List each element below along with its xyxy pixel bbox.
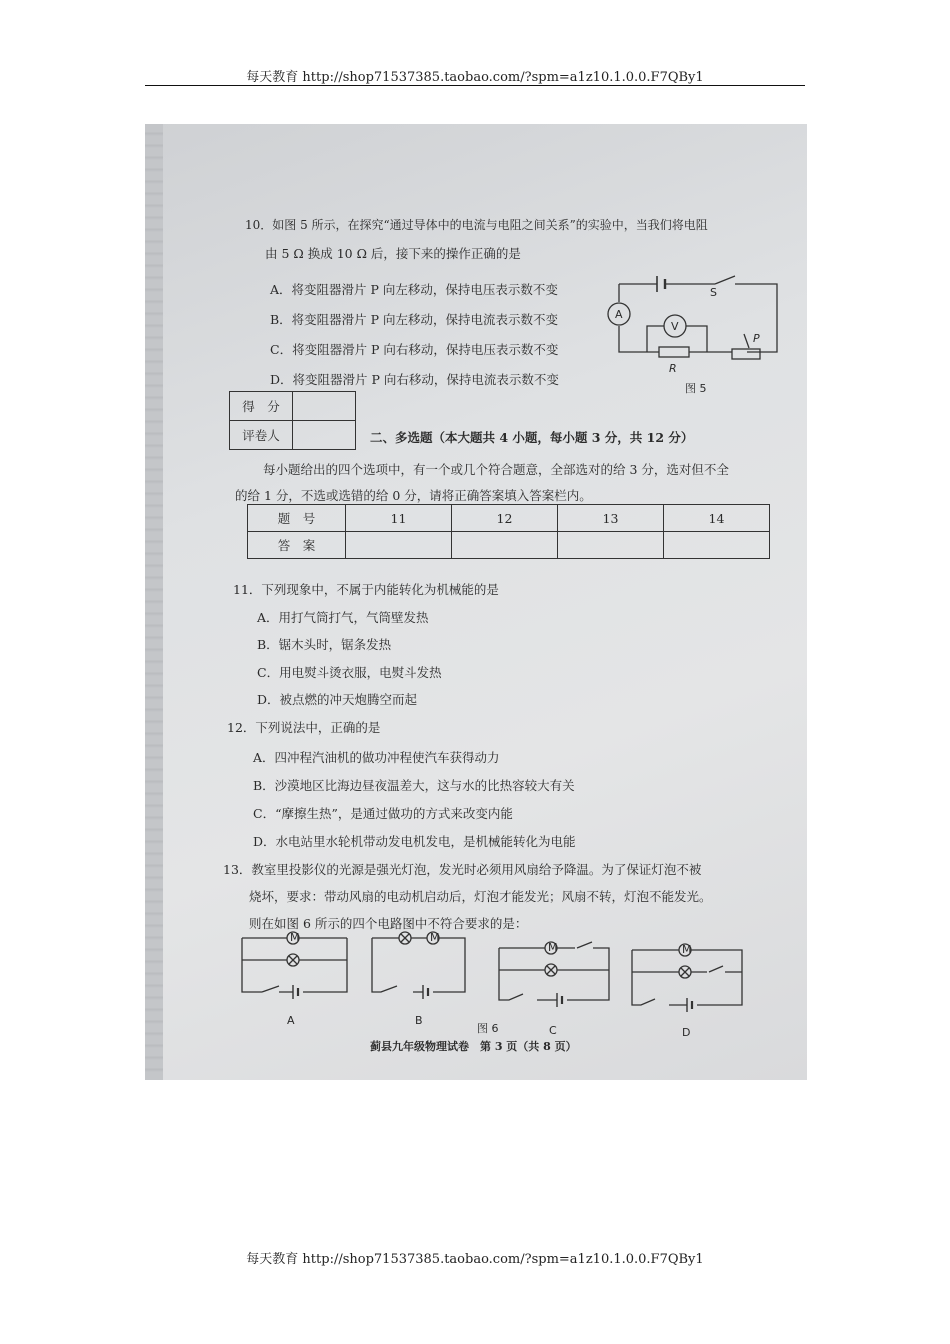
answer-cell-13 (558, 532, 664, 559)
q11-option-d: D．被点燃的冲天炮腾空而起 (257, 692, 418, 707)
answer-table-num-13: 13 (558, 505, 664, 532)
q12-option-d: D．水电站里水轮机带动发电机发电，是机械能转化为电能 (253, 834, 576, 849)
answer-table (247, 504, 770, 559)
fig5-slider-arrow (744, 334, 749, 348)
fig6-caption: 图 6 (477, 1022, 499, 1035)
svg-text:M: M (682, 943, 692, 956)
fig6-circuit-c (499, 941, 609, 1037)
answer-table-num-14: 14 (664, 505, 770, 532)
svg-text:M: M (430, 931, 440, 944)
fig6-label-b: B (415, 1014, 423, 1027)
answer-cell-14 (664, 532, 770, 559)
answer-table-number-label: 题 号 (248, 505, 346, 532)
fig5-slider-label: P (753, 332, 760, 345)
score-label: 得 分 (230, 392, 293, 421)
figure-5-circuit (607, 264, 787, 399)
figure-6-circuits (237, 930, 767, 1040)
grader-cell (293, 421, 356, 450)
fig6-circuit-d (632, 943, 742, 1039)
q13-stem-line1: 13．教室里投影仪的光源是强光灯泡，发光时必须用风扇给予降温。为了保证灯泡不被 (223, 862, 702, 877)
q13-stem-line3: 则在如图 6 所示的四个电路图中不符合要求的是： (249, 916, 528, 931)
fig5-voltmeter-label: V (671, 320, 679, 333)
score-cell (293, 392, 356, 421)
fig5-rheostat (732, 349, 760, 359)
fig5-caption: 图 5 (685, 382, 707, 395)
answer-cell-12 (452, 532, 558, 559)
answer-cell-11 (346, 532, 452, 559)
answer-table-num-11: 11 (346, 505, 452, 532)
q12-option-a: A．四冲程汽油机的做功冲程使汽车获得动力 (253, 750, 500, 765)
section2-instr-line2: 的给 1 分，不选或选错的给 0 分，请将正确答案填入答案栏内。 (235, 488, 592, 503)
q10-option-b: B．将变阻器滑片 P 向左移动，保持电流表示数不变 (270, 312, 559, 327)
q12-option-b: B．沙漠地区比海边昼夜温差大，这与水的比热容较大有关 (253, 778, 575, 793)
q11-option-b: B．锯木头时，锯条发热 (257, 637, 392, 652)
exam-photo (145, 124, 807, 1080)
page-header: 每天教育 http://shop71537385.taobao.com/?spm=a1z10.1.0.0.F7QBy1 (246, 70, 704, 85)
q10-option-c: C．将变阻器滑片 P 向右移动，保持电压表示数不变 (270, 342, 559, 357)
q10-option-a: A．将变阻器滑片 P 向左移动，保持电压表示数不变 (270, 282, 558, 297)
score-table (229, 391, 356, 450)
fig5-resistor-label: R (669, 362, 677, 375)
fig6-label-a: A (287, 1014, 295, 1027)
section2-title: 二、多选题（本大题共 4 小题，每小题 3 分，共 12 分） (370, 430, 694, 445)
header-rule (145, 85, 805, 86)
q12-option-c: C．“摩擦生热”，是通过做功的方式来改变内能 (253, 806, 513, 821)
page-footer: 每天教育 http://shop71537385.taobao.com/?spm=a1z10.1.0.0.F7QBy1 (246, 1252, 704, 1267)
q13-stem-line2: 烧坏，要求：带动风扇的电动机启动后，灯泡才能发光；风扇不转，灯泡不能发光。 (249, 889, 712, 904)
fig6-label-d: D (682, 1026, 691, 1039)
svg-text:M: M (548, 941, 558, 954)
svg-text:M: M (290, 931, 300, 944)
fig5-resistor (659, 347, 689, 357)
q11-stem: 11．下列现象中，不属于内能转化为机械能的是 (233, 582, 499, 597)
fig5-ammeter-label: A (615, 308, 623, 321)
answer-table-answer-label: 答 案 (248, 532, 346, 559)
q10-option-d: D．将变阻器滑片 P 向右移动，保持电流表示数不变 (270, 372, 559, 387)
fig5-switch-label: S (710, 286, 717, 299)
q10-stem-line1: 10．如图 5 所示，在探究“通过导体中的电流与电阻之间关系”的实验中，当我们将电阻 (245, 218, 708, 232)
q12-stem: 12．下列说法中，正确的是 (227, 720, 381, 735)
fig6-label-c: C (549, 1024, 557, 1037)
page-number-footer: 蓟县九年级物理试卷 第 3 页（共 8 页） (370, 1040, 577, 1053)
q11-option-c: C．用电熨斗烫衣服，电熨斗发热 (257, 665, 442, 680)
q11-option-a: A．用打气筒打气，气筒壁发热 (257, 610, 429, 625)
binding-edge (145, 124, 163, 1080)
q10-stem-line2: 由 5 Ω 换成 10 Ω 后，接下来的操作正确的是 (265, 246, 521, 261)
fig6-circuit-a (242, 931, 347, 1027)
answer-table-num-12: 12 (452, 505, 558, 532)
fig6-circuit-b (372, 931, 499, 1035)
grader-label: 评卷人 (230, 421, 293, 450)
section2-instr-line1: 每小题给出的四个选项中，有一个或几个符合题意，全部选对的给 3 分，选对但不全 (263, 462, 729, 477)
